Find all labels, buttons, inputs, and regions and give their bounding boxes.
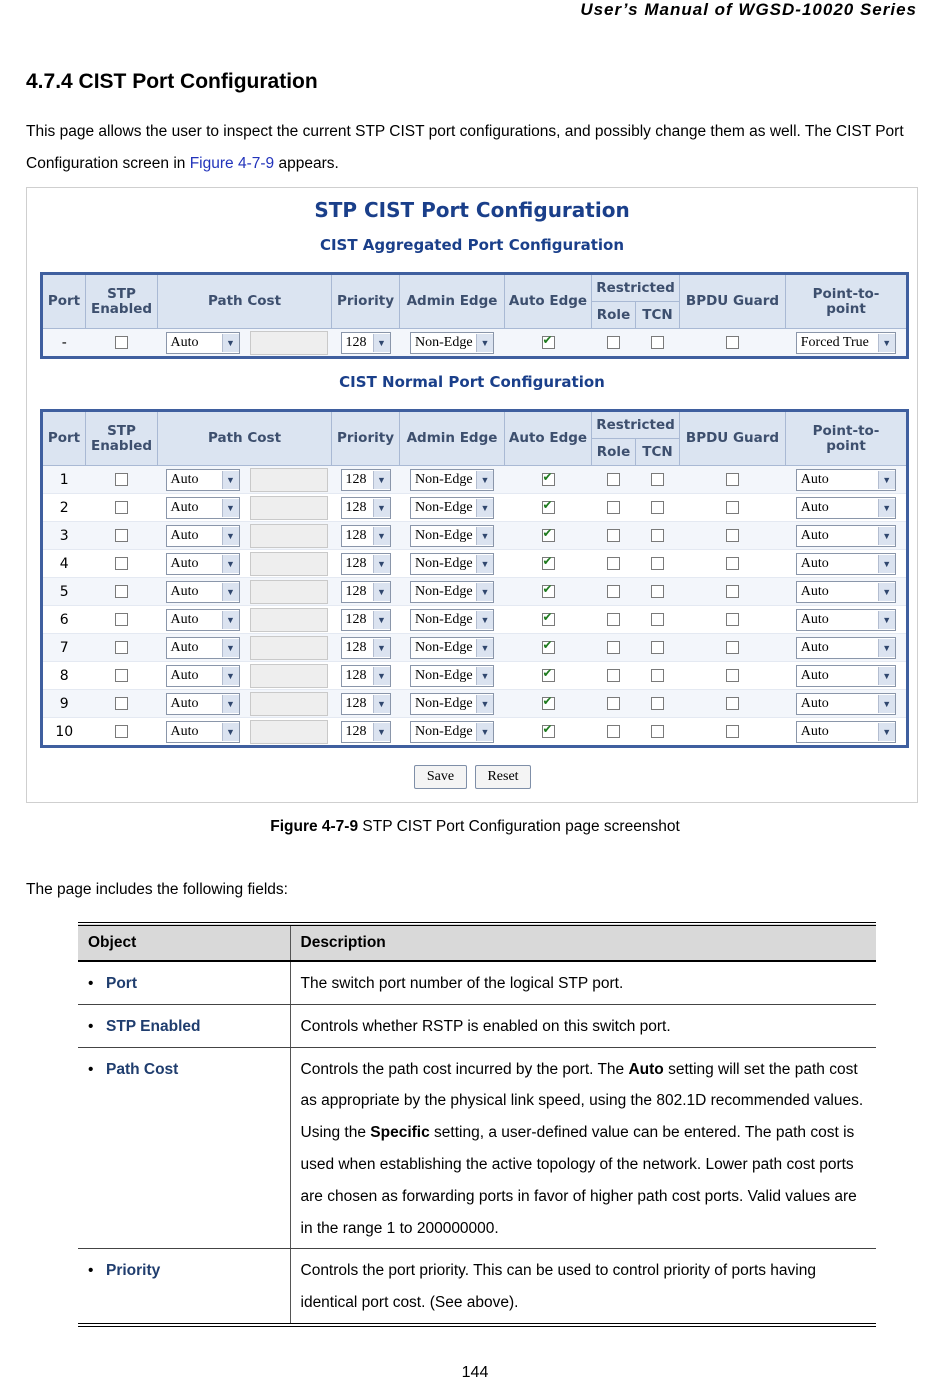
page-header: User’s Manual of WGSD-10020 Series — [580, 0, 917, 19]
table-row — [42, 522, 908, 550]
auto-edge-checkbox[interactable] — [542, 697, 555, 710]
bpdu-guard-checkbox[interactable] — [726, 336, 739, 349]
chevron-down-icon: ▼ — [476, 527, 493, 545]
col-path-cost: Path Cost — [158, 411, 332, 466]
table-row — [42, 578, 908, 606]
port-number: 8 — [42, 662, 86, 690]
col-point-to-point: Point-to- point — [786, 274, 908, 329]
port-number: 10 — [42, 718, 86, 747]
restricted-tcn-checkbox[interactable] — [651, 501, 664, 514]
admin-edge-select[interactable]: Non-Edge ▼ — [410, 553, 494, 575]
chevron-down-icon: ▼ — [373, 723, 390, 741]
priority-select[interactable]: 128 ▼ — [341, 497, 391, 519]
bullet-icon: • — [88, 975, 94, 992]
admin-edge-select[interactable]: Non-Edge ▼ — [410, 637, 494, 659]
bpdu-guard-checkbox[interactable] — [726, 725, 739, 738]
path-cost-select[interactable]: Auto ▼ — [166, 721, 240, 743]
col-restricted: Restricted — [592, 411, 680, 439]
object-name: Path Cost — [106, 1060, 179, 1078]
chevron-down-icon: ▼ — [222, 527, 239, 545]
point-to-point-select[interactable]: Forced True ▼ — [796, 332, 896, 354]
figure-screenshot — [26, 187, 918, 803]
chevron-down-icon: ▼ — [373, 583, 390, 601]
point-to-point-select[interactable]: Auto ▼ — [796, 721, 896, 743]
port-number: 7 — [42, 634, 86, 662]
col-priority: Priority — [332, 411, 400, 466]
stp-enabled-checkbox[interactable] — [115, 613, 128, 626]
chevron-down-icon: ▼ — [476, 695, 493, 713]
caption-text: STP CIST Port Configuration page screenshot — [358, 818, 680, 835]
col-priority: Priority — [332, 274, 400, 329]
restricted-role-checkbox[interactable] — [607, 641, 620, 654]
port-number: 2 — [42, 494, 86, 522]
restricted-tcn-checkbox[interactable] — [651, 725, 664, 738]
bpdu-guard-checkbox[interactable] — [726, 697, 739, 710]
chevron-down-icon: ▼ — [373, 667, 390, 685]
desc-text: setting will set the path cost as appropriate by the physical link speed, using the 802.1D recommended values. Using the — [300, 1060, 864, 1142]
object-name: Priority — [106, 1262, 161, 1280]
priority-select[interactable]: 128 ▼ — [341, 525, 391, 547]
path-cost-select[interactable]: Auto ▼ — [166, 609, 240, 631]
path-cost-input[interactable] — [250, 468, 328, 492]
admin-edge-select[interactable]: Non-Edge ▼ — [410, 609, 494, 631]
priority-select[interactable]: 128 ▼ — [341, 721, 391, 743]
auto-edge-checkbox[interactable] — [542, 501, 555, 514]
admin-edge-select[interactable]: Non-Edge ▼ — [410, 497, 494, 519]
aggregated-title: CIST Aggregated Port Configuration — [319, 236, 625, 254]
table-row — [42, 662, 908, 690]
table-row — [42, 329, 908, 358]
restricted-role-checkbox[interactable] — [607, 529, 620, 542]
port-number: 5 — [42, 578, 86, 606]
table-row — [42, 634, 908, 662]
chevron-down-icon: ▼ — [878, 334, 895, 352]
table-row — [78, 961, 876, 1004]
bpdu-guard-checkbox[interactable] — [726, 641, 739, 654]
col-path-cost: Path Cost — [158, 274, 332, 329]
chevron-down-icon: ▼ — [222, 611, 239, 629]
chevron-down-icon: ▼ — [878, 695, 895, 713]
admin-edge-select[interactable]: Non-Edge ▼ — [410, 469, 494, 491]
path-cost-input[interactable] — [250, 552, 328, 576]
chevron-down-icon: ▼ — [476, 639, 493, 657]
col-role: Role — [592, 302, 636, 329]
chevron-down-icon: ▼ — [373, 334, 390, 352]
admin-edge-select[interactable]: Non-Edge ▼ — [410, 693, 494, 715]
chevron-down-icon: ▼ — [373, 499, 390, 517]
admin-edge-select[interactable]: Non-Edge ▼ — [410, 332, 494, 354]
object-description — [290, 1047, 876, 1249]
priority-select[interactable]: 128 ▼ — [341, 553, 391, 575]
stp-enabled-checkbox[interactable] — [115, 697, 128, 710]
chevron-down-icon: ▼ — [222, 695, 239, 713]
bpdu-guard-checkbox[interactable] — [726, 501, 739, 514]
bpdu-guard-checkbox[interactable] — [726, 613, 739, 626]
bullet-icon: • — [88, 1262, 94, 1280]
intro-paragraph — [26, 116, 926, 180]
col-tcn: TCN — [636, 439, 680, 466]
port-number: 3 — [42, 522, 86, 550]
port-number: 6 — [42, 606, 86, 634]
chevron-down-icon: ▼ — [476, 583, 493, 601]
col-stp-enabled: STP Enabled — [86, 411, 158, 466]
col-port: Port — [42, 411, 86, 466]
path-cost-input[interactable] — [250, 580, 328, 604]
table-row — [78, 1047, 876, 1249]
aggregated-port-table — [40, 272, 909, 359]
intro-text: This page allows the user to inspect the current STP CIST port configurations, and possibly change them as well. The CIST Port Configuration screen in — [26, 123, 904, 172]
table-row — [42, 494, 908, 522]
point-to-point-select[interactable]: Auto ▼ — [796, 525, 896, 547]
figure-link[interactable]: Figure 4-7-9 — [189, 155, 275, 172]
intro-text-end: appears. — [274, 155, 339, 172]
desc-text: setting, a user-defined value can be entered. The path cost is used when establishing the active topology of the network. Lower path cost ports are chosen as forwarding ports in favor of higher path cost ports. Valid values are in the range 1 to 200000000. — [300, 1124, 857, 1237]
stp-enabled-checkbox[interactable] — [115, 501, 128, 514]
restricted-role-checkbox[interactable] — [607, 669, 620, 682]
point-to-point-select[interactable]: Auto ▼ — [796, 497, 896, 519]
point-to-point-select[interactable]: Auto ▼ — [796, 553, 896, 575]
chevron-down-icon: ▼ — [373, 611, 390, 629]
table-row — [78, 1249, 876, 1325]
bpdu-guard-checkbox[interactable] — [726, 557, 739, 570]
path-cost-input[interactable] — [250, 692, 328, 716]
figure-caption — [0, 818, 950, 836]
col-role: Role — [592, 439, 636, 466]
auto-edge-checkbox[interactable] — [542, 557, 555, 570]
restricted-tcn-checkbox[interactable] — [651, 557, 664, 570]
restricted-role-checkbox[interactable] — [607, 585, 620, 598]
fields-description-table — [78, 922, 876, 1327]
path-cost-select[interactable]: Auto ▼ — [166, 497, 240, 519]
reset-button[interactable]: Reset — [475, 765, 531, 789]
fields-intro: The page includes the following fields: — [26, 881, 288, 898]
bullet-icon: • — [88, 1060, 94, 1078]
chevron-down-icon: ▼ — [373, 471, 390, 489]
table-row — [42, 718, 908, 747]
priority-select[interactable]: 128 ▼ — [341, 332, 391, 354]
chevron-down-icon: ▼ — [878, 723, 895, 741]
table-row — [78, 1004, 876, 1047]
restricted-role-checkbox[interactable] — [607, 473, 620, 486]
chevron-down-icon: ▼ — [476, 471, 493, 489]
chevron-down-icon: ▼ — [222, 334, 239, 352]
table-row — [42, 690, 908, 718]
stp-enabled-checkbox[interactable] — [115, 669, 128, 682]
chevron-down-icon: ▼ — [222, 667, 239, 685]
stp-enabled-checkbox[interactable] — [115, 585, 128, 598]
path-cost-input[interactable] — [250, 608, 328, 632]
stp-enabled-checkbox[interactable] — [115, 529, 128, 542]
priority-select[interactable]: 128 ▼ — [341, 665, 391, 687]
col-admin-edge: Admin Edge — [400, 411, 505, 466]
chevron-down-icon: ▼ — [373, 527, 390, 545]
stp-enabled-checkbox[interactable] — [115, 641, 128, 654]
page-number: 144 — [461, 1364, 489, 1381]
chevron-down-icon: ▼ — [476, 611, 493, 629]
chevron-down-icon: ▼ — [373, 695, 390, 713]
port-number: 4 — [42, 550, 86, 578]
priority-select[interactable]: 128 ▼ — [341, 581, 391, 603]
restricted-tcn-checkbox[interactable] — [651, 336, 664, 349]
desc-emphasis: Auto — [628, 1060, 664, 1078]
path-cost-select[interactable]: Auto ▼ — [166, 332, 240, 354]
path-cost-input[interactable] — [250, 331, 328, 355]
stp-enabled-checkbox[interactable] — [115, 473, 128, 486]
chevron-down-icon: ▼ — [878, 639, 895, 657]
col-admin-edge: Admin Edge — [400, 274, 505, 329]
object-description — [290, 1249, 876, 1325]
bpdu-guard-checkbox[interactable] — [726, 585, 739, 598]
head-object: Object — [78, 924, 290, 961]
auto-edge-checkbox[interactable] — [542, 529, 555, 542]
chevron-down-icon: ▼ — [476, 334, 493, 352]
stp-enabled-checkbox[interactable] — [115, 557, 128, 570]
port-number: 1 — [42, 466, 86, 494]
screenshot-title: STP CIST Port Configuration — [314, 198, 630, 222]
col-auto-edge: Auto Edge — [505, 411, 592, 466]
col-bpdu-guard: BPDU Guard — [680, 411, 786, 466]
restricted-role-checkbox[interactable] — [607, 501, 620, 514]
path-cost-select[interactable]: Auto ▼ — [166, 581, 240, 603]
path-cost-input[interactable] — [250, 720, 328, 744]
chevron-down-icon: ▼ — [373, 639, 390, 657]
chevron-down-icon: ▼ — [878, 471, 895, 489]
point-to-point-select[interactable]: Auto ▼ — [796, 693, 896, 715]
restricted-tcn-checkbox[interactable] — [651, 669, 664, 682]
chevron-down-icon: ▼ — [878, 583, 895, 601]
path-cost-input[interactable] — [250, 496, 328, 520]
chevron-down-icon: ▼ — [222, 499, 239, 517]
restricted-role-checkbox[interactable] — [607, 697, 620, 710]
chevron-down-icon: ▼ — [222, 555, 239, 573]
admin-edge-select[interactable]: Non-Edge ▼ — [410, 525, 494, 547]
chevron-down-icon: ▼ — [878, 499, 895, 517]
point-to-point-select[interactable]: Auto ▼ — [796, 581, 896, 603]
col-bpdu-guard: BPDU Guard — [680, 274, 786, 329]
restricted-tcn-checkbox[interactable] — [651, 613, 664, 626]
chevron-down-icon: ▼ — [222, 639, 239, 657]
chevron-down-icon: ▼ — [878, 667, 895, 685]
restricted-tcn-checkbox[interactable] — [651, 641, 664, 654]
path-cost-input[interactable] — [250, 524, 328, 548]
admin-edge-select[interactable]: Non-Edge ▼ — [410, 721, 494, 743]
restricted-tcn-checkbox[interactable] — [651, 585, 664, 598]
normal-port-table — [40, 409, 909, 748]
point-to-point-select[interactable]: Auto ▼ — [796, 665, 896, 687]
desc-text: Controls the path cost incurred by the port. The — [300, 1060, 629, 1078]
restricted-tcn-checkbox[interactable] — [651, 529, 664, 542]
head-description: Description — [290, 924, 876, 961]
point-to-point-select[interactable]: Auto ▼ — [796, 637, 896, 659]
restricted-role-checkbox[interactable] — [607, 725, 620, 738]
priority-select[interactable]: 128 ▼ — [341, 637, 391, 659]
stp-enabled-checkbox[interactable] — [115, 336, 128, 349]
restricted-role-checkbox[interactable] — [607, 613, 620, 626]
port-number: 9 — [42, 690, 86, 718]
col-auto-edge: Auto Edge — [505, 274, 592, 329]
chevron-down-icon: ▼ — [878, 555, 895, 573]
path-cost-select[interactable]: Auto ▼ — [166, 525, 240, 547]
restricted-role-checkbox[interactable] — [607, 557, 620, 570]
desc-emphasis: Specific — [370, 1124, 430, 1142]
object-name: Port — [106, 975, 137, 992]
col-restricted: Restricted — [592, 274, 680, 302]
table-row — [42, 606, 908, 634]
auto-edge-checkbox[interactable] — [542, 669, 555, 682]
desc-text: Controls the port priority. This can be used to control priority of ports having identical port cost. (See above). — [300, 1262, 816, 1312]
port-number: - — [42, 329, 86, 358]
admin-edge-select[interactable]: Non-Edge ▼ — [410, 665, 494, 687]
caption-label: Figure 4-7-9 — [270, 818, 359, 835]
chevron-down-icon: ▼ — [373, 555, 390, 573]
chevron-down-icon: ▼ — [878, 611, 895, 629]
auto-edge-checkbox[interactable] — [542, 641, 555, 654]
object-name: STP Enabled — [106, 1017, 201, 1035]
stp-enabled-checkbox[interactable] — [115, 725, 128, 738]
auto-edge-checkbox[interactable] — [542, 725, 555, 738]
point-to-point-select[interactable]: Auto ▼ — [796, 609, 896, 631]
col-point-to-point: Point-to- point — [786, 411, 908, 466]
table-row — [42, 550, 908, 578]
path-cost-input[interactable] — [250, 664, 328, 688]
admin-edge-select[interactable]: Non-Edge ▼ — [410, 581, 494, 603]
point-to-point-select[interactable]: Auto ▼ — [796, 469, 896, 491]
desc-text: Controls whether RSTP is enabled on this switch port. — [300, 1017, 671, 1035]
auto-edge-checkbox[interactable] — [542, 336, 555, 349]
path-cost-select[interactable]: Auto ▼ — [166, 553, 240, 575]
object-description — [290, 1004, 876, 1047]
chevron-down-icon: ▼ — [222, 723, 239, 741]
priority-select[interactable]: 128 ▼ — [341, 469, 391, 491]
chevron-down-icon: ▼ — [878, 527, 895, 545]
section-title: 4.7.4 CIST Port Configuration — [26, 70, 318, 93]
bpdu-guard-checkbox[interactable] — [726, 473, 739, 486]
auto-edge-checkbox[interactable] — [542, 473, 555, 486]
chevron-down-icon: ▼ — [476, 667, 493, 685]
path-cost-select[interactable]: Auto ▼ — [166, 665, 240, 687]
chevron-down-icon: ▼ — [476, 723, 493, 741]
desc-text: The switch port number of the logical STP port. — [300, 975, 624, 992]
path-cost-select[interactable]: Auto ▼ — [166, 469, 240, 491]
path-cost-select[interactable]: Auto ▼ — [166, 693, 240, 715]
bpdu-guard-checkbox[interactable] — [726, 529, 739, 542]
bullet-icon: • — [88, 1017, 94, 1035]
restricted-tcn-checkbox[interactable] — [651, 473, 664, 486]
col-port: Port — [42, 274, 86, 329]
col-tcn: TCN — [636, 302, 680, 329]
path-cost-select[interactable]: Auto ▼ — [166, 637, 240, 659]
save-button[interactable]: Save — [414, 765, 467, 789]
object-description — [290, 961, 876, 1004]
chevron-down-icon: ▼ — [222, 583, 239, 601]
chevron-down-icon: ▼ — [476, 499, 493, 517]
chevron-down-icon: ▼ — [222, 471, 239, 489]
priority-select[interactable]: 128 ▼ — [341, 609, 391, 631]
priority-select[interactable]: 128 ▼ — [341, 693, 391, 715]
normal-title: CIST Normal Port Configuration — [339, 373, 605, 391]
chevron-down-icon: ▼ — [476, 555, 493, 573]
table-row — [42, 466, 908, 494]
bpdu-guard-checkbox[interactable] — [726, 669, 739, 682]
restricted-tcn-checkbox[interactable] — [651, 697, 664, 710]
auto-edge-checkbox[interactable] — [542, 613, 555, 626]
col-stp-enabled: STP Enabled — [86, 274, 158, 329]
restricted-role-checkbox[interactable] — [607, 336, 620, 349]
auto-edge-checkbox[interactable] — [542, 585, 555, 598]
path-cost-input[interactable] — [250, 636, 328, 660]
